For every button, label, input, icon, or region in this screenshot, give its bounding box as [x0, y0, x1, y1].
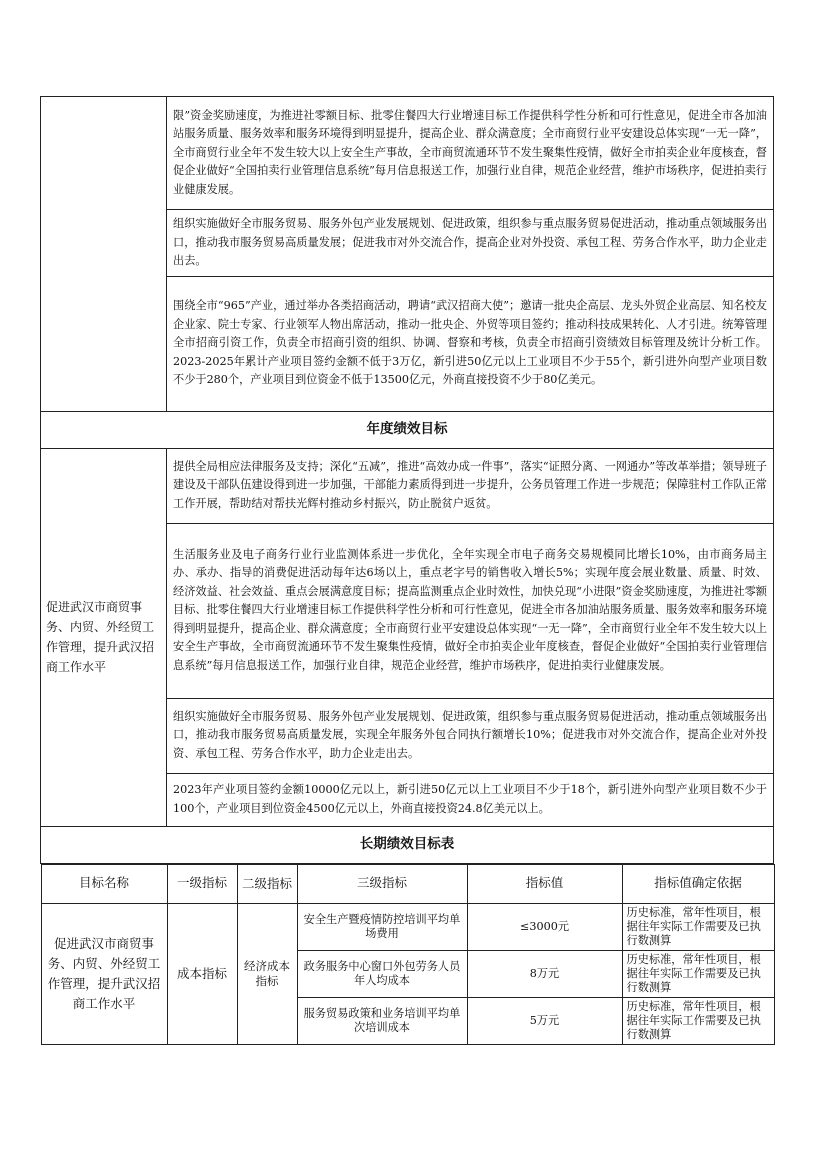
top-paragraph-1: 限”资金奖励速度，为推进社零额目标、批零住餐四大行业增速目标工作提供科学性分析和可行性意见，促进全市各加油站服务质量、服务效率和服务环境得到明显提升，提高企业、群众满意度；全市商贸行业平安建设总体实现“一无一降”，全市商贸行业全年不发生较大以上安全生产事故，全市商贸流通环节不发生聚集性疫情，做好全市拍卖企业年度核查，督促企业做好“全国拍卖行业管理信息系统”每月信息报送工作，加强行业自律，规范企业经营，维护市场秩序，促进拍卖行业健康发展。: [167, 97, 774, 210]
header-goal-name: 目标名称: [41, 864, 167, 903]
header-value: 指标值: [467, 864, 622, 903]
row1-basis: 历史标准，常年性项目，根据往年实际工作需要及已执行数测算: [622, 903, 774, 950]
longterm-level1: 成本指标: [167, 903, 237, 1044]
annual-title-row: [41, 411, 774, 448]
row2-value: 8万元: [467, 950, 622, 997]
annual-paragraph-1: 提供全局相应法律服务及支持；深化“五减”，推进“高效办成一件事”，落实“证照分离、一网通办”等改革举措；领导班子建设及干部队伍建设得到进一步加强，干部能力素质得到进一步提升，公务员管理工作进一步规范；保障驻村工作队正常工作开展，帮助结对帮扶光辉村推动乡村振兴，防止脱贫户返贫。: [167, 448, 774, 523]
longterm-table: [41, 864, 775, 1045]
longterm-level2: 经济成本指标: [237, 903, 297, 1044]
row1-value: ≤3000元: [467, 903, 622, 950]
annual-paragraph-3: 组织实施做好全市服务贸易、服务外包产业发展规划、促进政策，组织参与重点服务贸易促进活动，推动重点领域服务出口，推动我市服务贸易高质量发展，实现全年服务外包合同执行额增长10%；促进我市对外交流合作，提高企业对外投资、承包工程、劳务合作水平，助力企业走出去。: [167, 698, 774, 773]
header-level1: 一级指标: [167, 864, 237, 903]
annual-row-1: [41, 448, 774, 523]
top-left-cell: [41, 97, 167, 412]
top-paragraph-2: 组织实施做好全市服务贸易、服务外包产业发展规划、促进政策，组织参与重点服务贸易促进活动，推动重点领域服务出口，推动我市服务贸易高质量发展；促进我市对外交流合作，提高企业对外投资、承包工程、劳务合作水平，助力企业走出去。: [167, 210, 774, 277]
header-basis: 指标值确定依据: [622, 864, 774, 903]
longterm-container-row: [41, 863, 774, 1045]
longterm-goal-name: 促进武汉市商贸事务、内贸、外经贸工作管理，提升武汉招商工作水平: [41, 903, 167, 1044]
annual-paragraph-2: 生活服务业及电子商务行业行业监测体系进一步优化，全年实现全市电子商务交易规模同比增长10%，由市商务局主办、承办、指导的消费促进活动每年达6场以上，重点老字号的销售收入增长5%；实现年度会展业数量、质量、时效、经济效益、社会效益、重点会展满意度目标；提高监测重点企业时效性，加快兑现“小进限”资金奖励速度，为推进社零额目标、批零住餐四大行业增速目标工作提供科学性分析和可行性意见，促进全市各加油站服务质量、服务效率和服务环境得到明显提升，提高企业、群众满意度；全市商贸行业平安建设总体实现“一无一降”，全市商贸行业全年不发生较大以上安全生产事故，全市商贸流通环节不发生聚集性疫情，做好全市拍卖企业年度核查，督促企业做好“全国拍卖行业管理信息系统”每月信息报送工作，加强行业自律，规范企业经营，维护市场秩序，促进拍卖行业健康发展。: [167, 523, 774, 698]
longterm-section-title: 长期绩效目标表: [41, 826, 774, 863]
top-row-1: [41, 97, 774, 210]
longterm-title-row: [41, 826, 774, 863]
annual-section-title: 年度绩效目标: [41, 411, 774, 448]
longterm-header-row: [41, 864, 774, 903]
row3-value: 5万元: [467, 997, 622, 1044]
row3-level3: 服务贸易政策和业务培训平均单次培训成本: [297, 997, 467, 1044]
row3-basis: 历史标准，常年性项目，根据往年实际工作需要及已执行数测算: [622, 997, 774, 1044]
header-level2: 二级指标: [237, 864, 297, 903]
annual-paragraph-4: 2023年产业项目签约金额10000亿元以上，新引进50亿元以上工业项目不少于18个，新引进外向型产业项目数不少于100个，产业项目到位资金4500亿元以上，外商直接投资24.8亿美元以上。: [167, 773, 774, 826]
longterm-container: [41, 863, 774, 1045]
longterm-row-1: [41, 903, 774, 950]
row2-level3: 政务服务中心窗口外包劳务人员年人均成本: [297, 950, 467, 997]
performance-table: [40, 96, 774, 1045]
header-level3: 三级指标: [297, 864, 467, 903]
row1-level3: 安全生产暨疫情防控培训平均单场费用: [297, 903, 467, 950]
annual-goal-label: 促进武汉市商贸事务、内贸、外经贸工作管理，提升武汉招商工作水平: [41, 448, 167, 826]
top-paragraph-3: 围绕全市“965”产业，通过举办各类招商活动，聘请“武汉招商大使”；邀请一批央企高层、龙头外贸企业高层、知名校友企业家、院士专家、行业领军人物出席活动，推动一批央企、外贸等项目签约；推动科技成果转化、人才引进。统筹管理全市招商引资工作，负责全市招商引资的组织、协调、督察和考核，负责全市招商引资绩效目标管理及统计分析工作。2023-2025年累计产业项目签约金额不低于3万亿，新引进50亿元以上工业项目不少于55个，新引进外向型产业项目数不少于280个，产业项目到位资金不低于13500亿元，外商直接投资不少于80亿美元。: [167, 276, 774, 411]
row2-basis: 历史标准，常年性项目，根据往年实际工作需要及已执行数测算: [622, 950, 774, 997]
